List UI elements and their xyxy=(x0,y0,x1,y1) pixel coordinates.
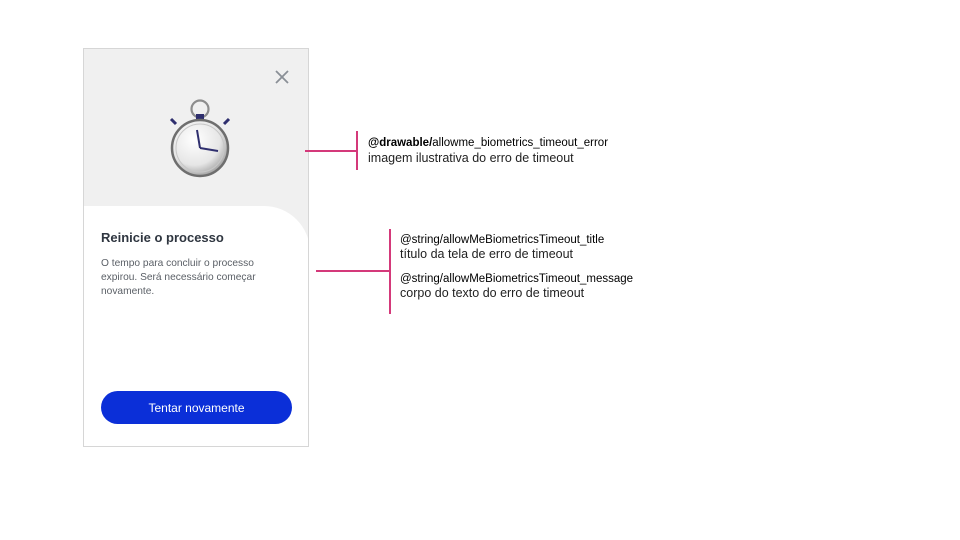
screen-message: O tempo para concluir o processo expirou. Será necessário começar novamente. xyxy=(101,258,256,297)
message-string-description: corpo do texto do erro de timeout xyxy=(400,286,585,300)
strings-connector-line xyxy=(316,270,390,272)
content-sheet xyxy=(84,206,309,447)
screen-title: Reinicie o processo xyxy=(101,230,224,245)
drawable-connector-line xyxy=(305,150,357,152)
close-icon[interactable] xyxy=(273,68,291,86)
drawable-resource-label xyxy=(368,137,608,149)
stopwatch-icon xyxy=(164,97,234,179)
phone-screen xyxy=(83,48,309,447)
retry-button[interactable]: Tentar novamente xyxy=(101,391,292,424)
strings-bracket-line xyxy=(389,229,391,314)
title-string-key: @string/allowMeBiometricsTimeout_title xyxy=(400,234,605,246)
drawable-prefix: @drawable/ xyxy=(368,137,433,149)
drawable-name: allowme_biometrics_timeout_error xyxy=(432,137,609,149)
drawable-bracket-line xyxy=(356,131,358,170)
drawable-description: imagem ilustrativa do erro de timeout xyxy=(368,151,574,165)
message-string-key: @string/allowMeBiometricsTimeout_message xyxy=(400,273,634,285)
title-string-description: título da tela de erro de timeout xyxy=(400,247,574,261)
